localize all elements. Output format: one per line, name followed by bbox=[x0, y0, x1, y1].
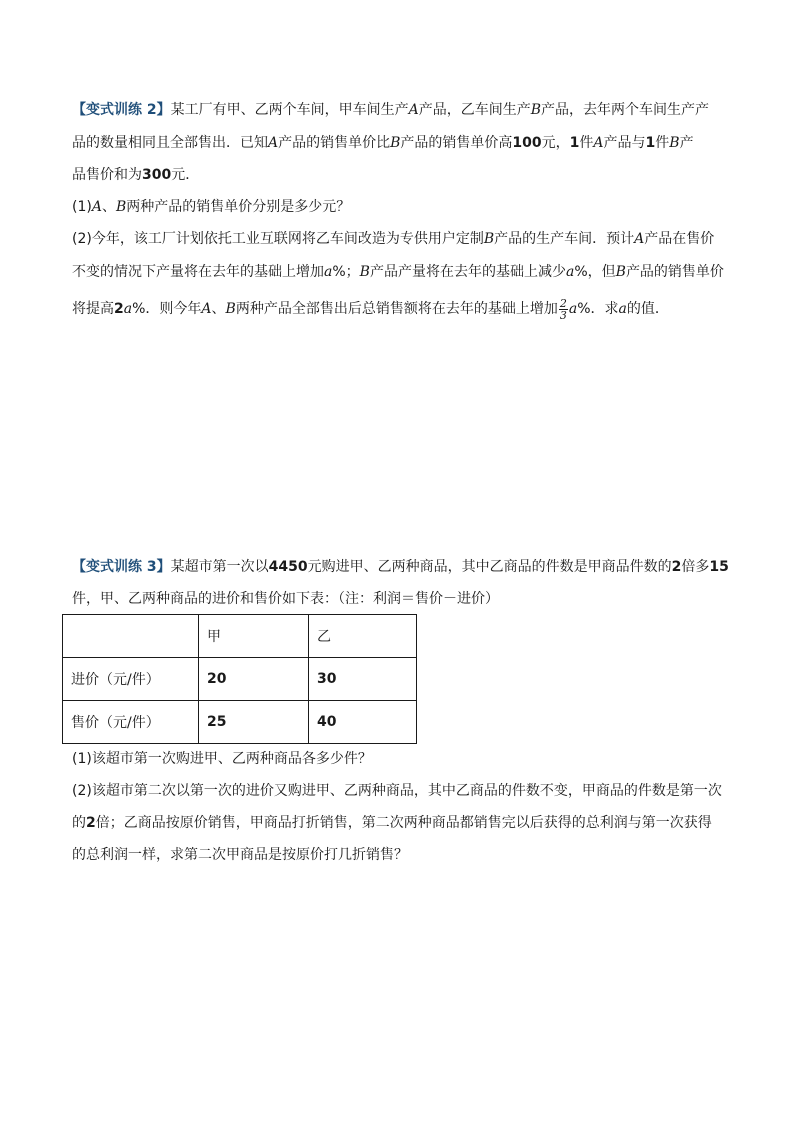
q2-part-1: (1)A、B两种产品的销售单价分别是多少元？ bbox=[72, 199, 351, 215]
table-cell: 甲 bbox=[199, 615, 309, 658]
table-cell: 进价（元/件） bbox=[63, 658, 199, 701]
q3-part-1: (1)该超市第一次购进甲、乙两种商品各多少件？ bbox=[72, 751, 372, 767]
table-cell: 25 bbox=[199, 701, 309, 744]
table-cell: 30 bbox=[309, 658, 417, 701]
q3-part-2-line-3: 的总利润一样，求第二次甲商品是按原价打几折销售？ bbox=[72, 847, 408, 863]
q3-tag: 【变式训练 3】 bbox=[72, 559, 171, 575]
q2-part-2-line-3: 将提高2a%．则今年A、B两种产品全部售出后总销售额将在去年的基础上增加 $\frac{2}{3}$ a%．求a的值． bbox=[72, 296, 669, 322]
q2-line-1: 【变式训练 2】某工厂有甲、乙两个车间，甲车间生产A产品，乙车间生产B产品，去年两个车间生产产 bbox=[72, 102, 710, 118]
q2-tag: 【变式训练 2】 bbox=[72, 102, 171, 118]
q2-part-2-line-2: 不变的情况下产量将在去年的基础上增加a%；B产品产量将在去年的基础上减少a%，但B产品的销售单价 bbox=[72, 264, 724, 280]
table-cell: 20 bbox=[199, 658, 309, 701]
q3-part-2-line-2: 的2倍；乙商品按原价销售，甲商品打折销售，第二次两种商品都销售完以后获得的总利润与第一次获得 bbox=[72, 815, 712, 831]
table-cell: 乙 bbox=[309, 615, 417, 658]
table-row bbox=[63, 701, 417, 744]
q3-line-1: 【变式训练 3】某超市第一次以4450元购进甲、乙两种商品，其中乙商品的件数是甲商品件数的2倍多15 bbox=[72, 559, 729, 575]
table-row bbox=[63, 658, 417, 701]
table-cell bbox=[63, 615, 199, 658]
price-table bbox=[62, 614, 417, 744]
q3-part-2-line-1: (2)该超市第二次以第一次的进价又购进甲、乙两种商品，其中乙商品的件数不变，甲商品的件数是第一次 bbox=[72, 783, 722, 799]
q2-line-2: 品的数量相同且全部售出．已知A产品的销售单价比B产品的销售单价高100元，1件A产品与1件B产 bbox=[72, 135, 694, 151]
q2-part-2-line-1: (2)今年，该工厂计划依托工业互联网将乙车间改造为专供用户定制B产品的生产车间．预计A产品在售价 bbox=[72, 231, 715, 247]
fraction-two-thirds: $\frac{2}{3}$ bbox=[559, 296, 567, 322]
q2-line-3: 品售价和为300元． bbox=[72, 167, 200, 183]
table-header-row bbox=[63, 615, 417, 658]
table-cell: 40 bbox=[309, 701, 417, 744]
q3-line-2: 件，甲、乙两种商品的进价和售价如下表：（注：利润＝售价－进价） bbox=[72, 591, 499, 607]
table-cell: 售价（元/件） bbox=[63, 701, 199, 744]
